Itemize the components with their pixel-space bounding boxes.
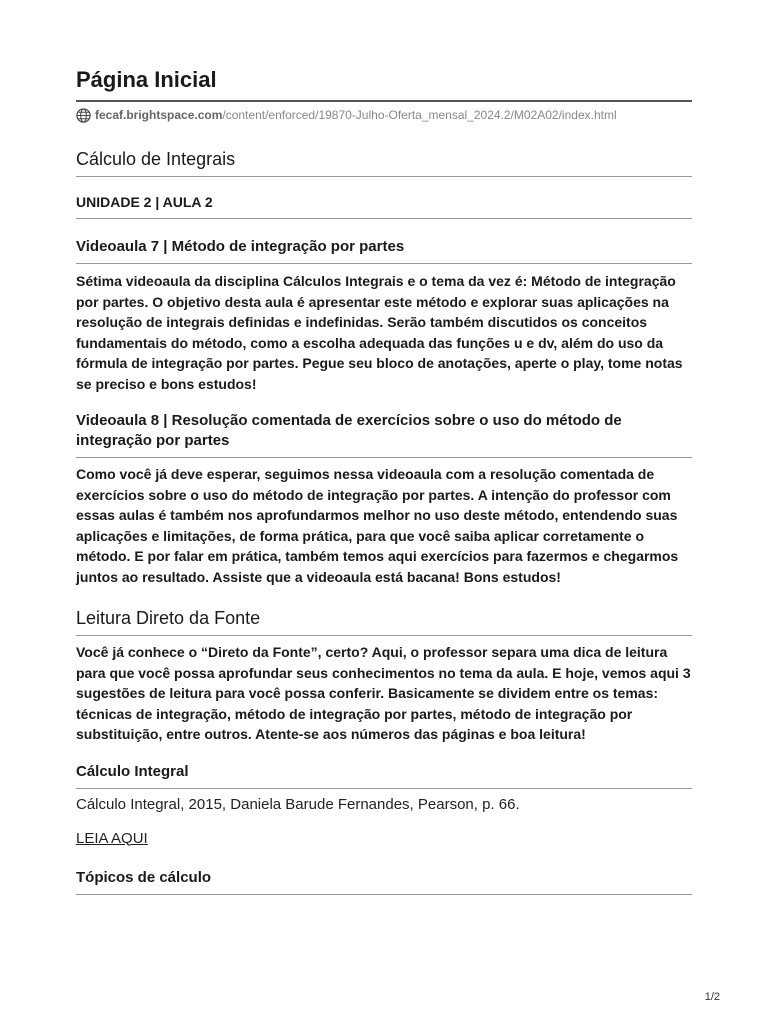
divider [76, 263, 692, 264]
video-8-description: Como você já deve esperar, seguimos nessa videoaula com a resolução comentada de exercícios sobre o uso do método de integração por partes. A intenção do professor com essas aulas é também nos aprofundarmos melhor no uso deste método, entendendo suas aplicações e limitações, de forma prática, para que você saiba aplicar corretamente o método. E por falar em prática, também temos aqui exercícios para fazermos e chegarmos juntos ao resultado. Assiste que a videoaula está bacana! Bons estudos! [76, 466, 679, 585]
video-8-title: Videoaula 8 | Resolução comentada de exercícios sobre o uso do método de integração por partes [76, 412, 622, 449]
course-title: Cálculo de Integrais [76, 149, 236, 169]
video-7-description: Sétima videoaula da disciplina Cálculos Integrais e o tema da vez é: Método de integração por partes. O objetivo desta aula é apresentar este método e explorar suas aplicações na resolução de integrais definidas e indefinidas. Serão também discutidos os conceitos fundamentais do método, como a escolha adequada das funções u e dv, além do uso da fórmula de integração por partes. Pegue seu bloco de anotações, aperte o play, tome notas se preciso e bons estudos! [76, 273, 683, 392]
divider [76, 788, 692, 789]
book-1-heading: Cálculo Integral [76, 762, 189, 780]
url-host: fecaf.brightspace.com [95, 108, 223, 122]
divider [76, 894, 692, 895]
source-url [76, 106, 692, 124]
divider [76, 176, 692, 177]
video-7-title: Videoaula 7 | Método de integração por partes [76, 238, 405, 255]
title-divider [76, 100, 692, 102]
page-number: 1/2 [704, 991, 720, 1003]
divider [76, 635, 692, 636]
document-page [76, 0, 692, 895]
globe-icon [76, 108, 91, 123]
page-title: Página Inicial [76, 67, 217, 92]
url-path: /content/enforced/19870-Julho-Oferta_mensal_2024.2/M02A02/index.html [222, 108, 617, 122]
read-here-link[interactable]: LEIA AQUI [76, 829, 148, 847]
divider [76, 218, 692, 219]
unit-heading: UNIDADE 2 | AULA 2 [76, 194, 213, 210]
divider [76, 457, 692, 458]
book-2-heading: Tópicos de cálculo [76, 868, 212, 886]
reading-section-title: Leitura Direto da Fonte [76, 608, 261, 628]
reading-intro: Você já conhece o “Direto da Fonte”, certo? Aqui, o professor separa uma dica de leitura para que você possa aprofundar seus conhecimentos no tema da aula. E hoje, vemos aqui 3 sugestões de leitura para você possa conferir. Basicamente se dividem entre os temas: técnicas de integração, método de integração por partes, método de integração por substituição, entre outros. Atente-se aos números das páginas e boa leitura! [76, 644, 691, 742]
book-1-citation: Cálculo Integral, 2015, Daniela Barude Fernandes, Pearson, p. 66. [76, 795, 520, 813]
